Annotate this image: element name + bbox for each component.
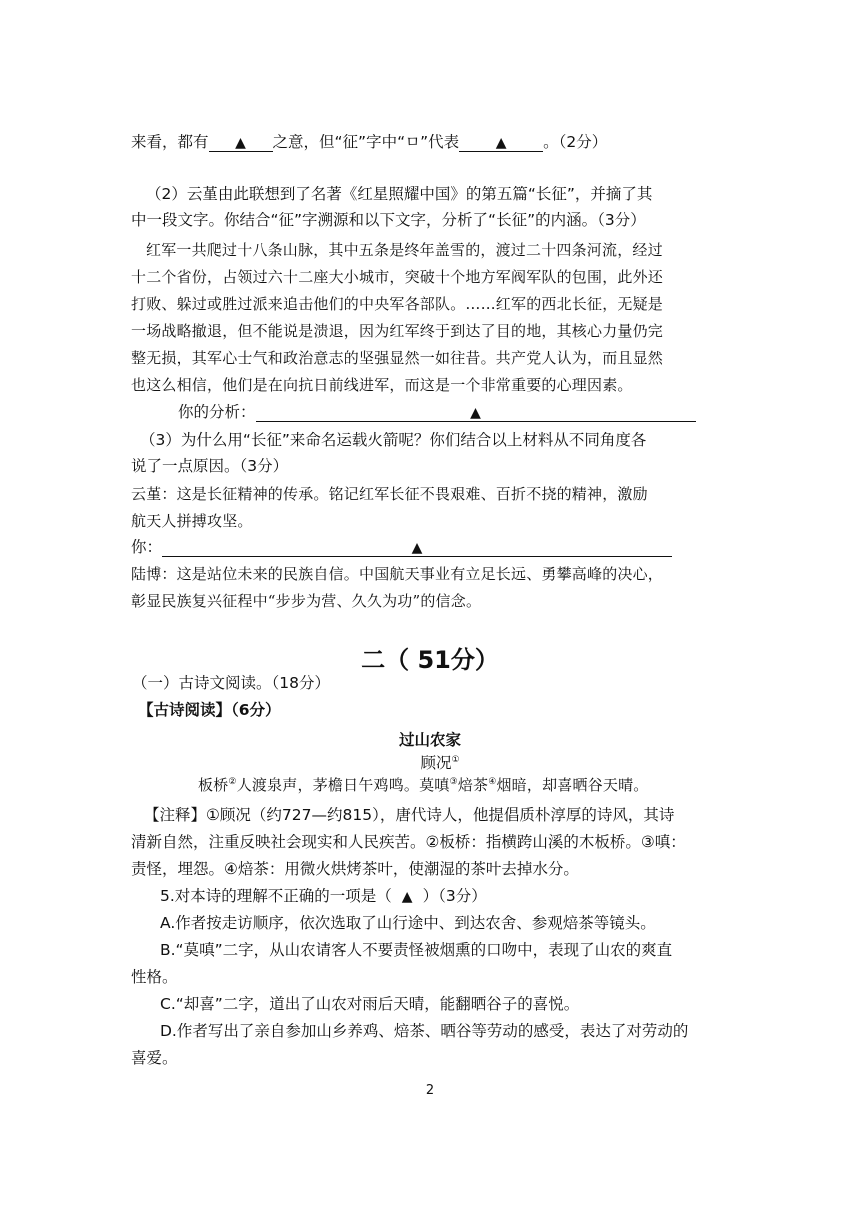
- excerpt-line: 也这么相信，他们是在向抗日前线进军，而这是一个非常重要的心理因素。: [131, 376, 633, 394]
- poem-text: 烟暗，却喜晒谷天晴。: [496, 776, 649, 794]
- option-b-cont: 性格。: [131, 968, 178, 986]
- poem-note-line: 清新自然，注重反映社会现实和人民疾苦。②板桥：指横跨山溪的木板桥。③嗔：: [131, 833, 686, 851]
- subsection-title: （一）古诗文阅读。（18分）: [132, 674, 330, 692]
- page-number: 2: [425, 1083, 435, 1098]
- analysis-label: 你的分析：: [178, 403, 256, 421]
- poem-note-line: 【注释】①顾况（约727—约815），唐代诗人，他提倡质朴淳厚的诗风，其诗: [144, 806, 675, 824]
- author-name: 顾况: [420, 754, 452, 772]
- analysis-answer-blank[interactable]: [256, 404, 696, 422]
- blank-marker: ▲: [411, 540, 423, 556]
- poem-text: 板桥: [198, 776, 229, 794]
- poem-text: 焙茶: [457, 776, 489, 794]
- q4-part1-suffix: 。（2分）: [543, 133, 608, 151]
- glyph-component: ㅁ: [405, 133, 421, 151]
- option-a: A.作者按走访顺序，依次选取了山行途中、到达农舍、参观焙茶等镜头。: [160, 914, 656, 932]
- blank-marker: ▲: [495, 135, 507, 151]
- option-d-cont: 喜爱。: [131, 1049, 178, 1067]
- q4-part1-mid: 之意，但“征”字中“: [272, 133, 406, 151]
- analysis-answer-line: [178, 402, 696, 422]
- lubo-line: 陆博：这是站位未来的民族自信。中国航天事业有立足长远、勇攀高峰的决心，: [131, 565, 664, 583]
- q4-part1-mid2: ”代表: [420, 133, 460, 151]
- q4-part1-tail: [131, 132, 607, 152]
- yunjin-line: 云堇：这是长征精神的传承。铭记红军长征不畏艰难、百折不挠的精神，激励: [131, 485, 648, 503]
- footnote-marker: ②: [228, 777, 237, 787]
- poem-section-title: 【古诗阅读】（6分）: [138, 701, 281, 719]
- footnote-marker: ③: [449, 777, 458, 787]
- section-heading: 二（ 51分）: [361, 646, 499, 674]
- footnote-marker: ①: [451, 754, 460, 765]
- excerpt-line: 打败、躲过或胜过派来追击他们的中央军各部队。……红军的西北长征，无疑是: [131, 295, 664, 313]
- poem-note-line: 责怪，埋怨。④焙茶：用微火烘烤茶叶，使潮湿的茶叶去掉水分。: [131, 860, 579, 878]
- footnote-marker: ④: [488, 777, 497, 787]
- blank-marker: ▲: [470, 405, 481, 421]
- q4-part1-prefix: 来看，都有: [131, 133, 209, 151]
- lubo-line: 彰显民族复兴征程中“步步为营、久久为功”的信念。: [131, 592, 482, 610]
- option-c: C.“却喜”二字，道出了山农对雨后天晴，能翻晒谷子的喜悦。: [160, 995, 580, 1013]
- answer-slot[interactable]: ▲: [401, 889, 413, 905]
- yunjin-line: 航天人拼搏攻坚。: [131, 512, 253, 530]
- poem-line: [198, 775, 648, 795]
- excerpt-line: 整无损，其军心士气和政治意志的坚强显然一如往昔。共产党人认为，而且显然: [131, 349, 664, 367]
- q5-stem: [160, 886, 487, 907]
- answer-blank-1[interactable]: [209, 134, 273, 152]
- blank-marker: ▲: [235, 135, 246, 151]
- q5-stem-suffix: ）（3分）: [422, 887, 487, 905]
- your-label: 你：: [131, 538, 163, 556]
- your-answer-line: [131, 537, 672, 557]
- excerpt-line: 红军一共爬过十八条山脉，其中五条是终年盖雪的，渡过二十四条河流，经过: [146, 241, 663, 259]
- poem-author: [0, 751, 860, 773]
- option-b: B.“莫嗔”二字，从山农请客人不要责怪被烟熏的口吻中，表现了山农的爽直: [160, 941, 673, 959]
- answer-blank-2[interactable]: [459, 134, 543, 152]
- poem-title: 过山农家: [398, 731, 461, 749]
- q4-part2-prompt-2: 中一段文字。你结合“征”字溯源和以下文字，分析了“长征”的内涵。（3分）: [131, 211, 646, 229]
- your-answer-blank[interactable]: [162, 539, 672, 557]
- excerpt-line: 一场战略撤退，但不能说是溃退，因为红军终于到达了目的地，其核心力量仍完: [131, 322, 664, 340]
- excerpt-line: 十二个省份，占领过六十二座大小城市，突破十个地方军阀军队的包围，此外还: [131, 268, 664, 286]
- q4-part3-prompt-1: （3）为什么用“长征”来命名运载火箭呢？你们结合以上材料从不同角度各: [140, 431, 647, 449]
- q4-part2-prompt-1: （2）云堇由此联想到了名著《红星照耀中国》的第五篇“长征”，并摘了其: [146, 185, 653, 203]
- option-d: D.作者写出了亲自参加山乡养鸡、焙茶、晒谷等劳动的感受，表达了对劳动的: [160, 1022, 689, 1040]
- q4-part3-prompt-2: 说了一点原因。（3分）: [131, 457, 289, 475]
- poem-text: 人渡泉声，茅檐日午鸡鸣。莫嗔: [236, 776, 450, 794]
- q5-stem-prefix: 5.对本诗的理解不正确的一项是（: [160, 887, 392, 905]
